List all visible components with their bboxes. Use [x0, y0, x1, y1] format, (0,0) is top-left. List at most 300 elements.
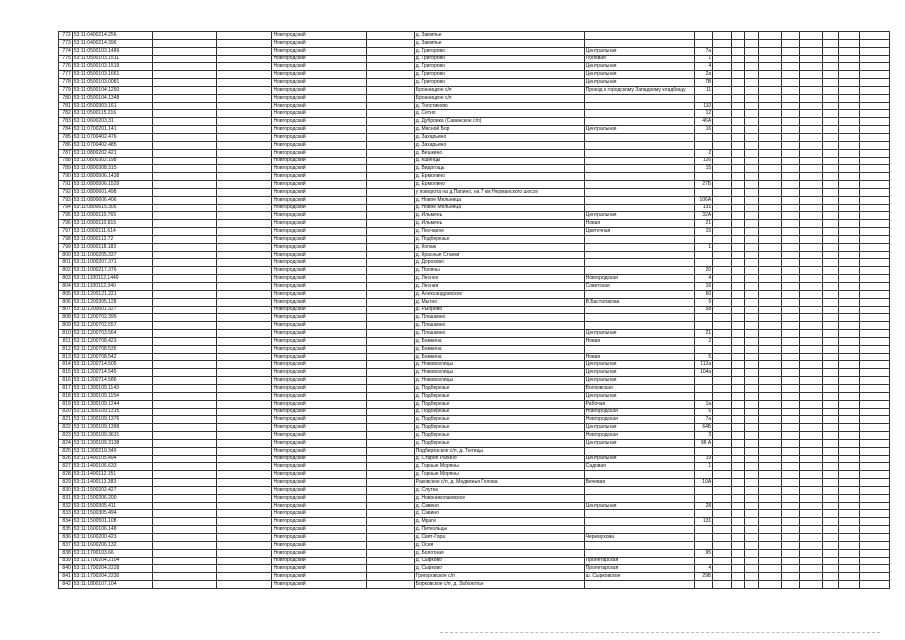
settlement-cell: д. Савено — [414, 502, 584, 510]
blank-cell — [713, 439, 731, 447]
blank-cell — [860, 55, 890, 63]
blank-cell — [153, 534, 217, 542]
blank-cell — [800, 408, 823, 416]
blank-cell — [731, 212, 745, 220]
blank-cell — [860, 369, 890, 377]
blank-cell — [860, 455, 890, 463]
settlement-cell: д. Замяпье — [414, 32, 584, 40]
street-cell: Центральная — [584, 47, 694, 55]
settlement-cell: Раковское с/п, д. Медвежья Голова — [414, 479, 584, 487]
blank-cell — [731, 181, 745, 189]
settlement-cell: д. Слутка — [414, 486, 584, 494]
blank-cell — [713, 486, 731, 494]
street-cell: Центральная — [584, 424, 694, 432]
blank-cell — [713, 204, 731, 212]
table-row — [59, 181, 890, 189]
blank-cell — [839, 557, 860, 565]
blank-cell — [713, 220, 731, 228]
blank-cell — [153, 502, 217, 510]
street-cell — [584, 196, 694, 204]
street-cell: Центральная — [584, 126, 694, 134]
row-number-cell: 786 — [59, 141, 73, 149]
blank-cell — [782, 534, 800, 542]
blank-cell — [860, 133, 890, 141]
blank-cell — [713, 86, 731, 94]
scan-edge-line — [440, 632, 880, 634]
blank-cell — [823, 32, 839, 40]
blank-cell — [839, 565, 860, 573]
blank-cell — [823, 71, 839, 79]
blank-cell — [745, 165, 759, 173]
blank-cell — [860, 541, 890, 549]
blank-cell — [217, 39, 272, 47]
blank-cell — [839, 235, 860, 243]
blank-cell — [860, 298, 890, 306]
blank-cell — [800, 228, 823, 236]
blank-cell — [860, 290, 890, 298]
blank-cell — [759, 126, 782, 134]
blank-cell — [217, 416, 272, 424]
settlement-cell: д. Питкольцы — [414, 526, 584, 534]
blank-cell — [366, 86, 414, 94]
settlement-cell: д. Лесное — [414, 275, 584, 283]
blank-cell — [217, 479, 272, 487]
district-cell: Новгородский — [272, 102, 366, 110]
blank-cell — [217, 510, 272, 518]
blank-cell — [217, 267, 272, 275]
row-number-cell: 823 — [59, 432, 73, 440]
blank-cell — [731, 275, 745, 283]
blank-cell — [731, 126, 745, 134]
blank-cell — [745, 424, 759, 432]
blank-cell — [759, 447, 782, 455]
table-row — [59, 204, 890, 212]
blank-cell — [366, 212, 414, 220]
row-number-cell: 831 — [59, 494, 73, 502]
blank-cell — [839, 204, 860, 212]
blank-cell — [782, 196, 800, 204]
table-row — [59, 102, 890, 110]
table-row — [59, 502, 890, 510]
cadastral-number-cell: 53:11:0800506.1438 — [72, 173, 152, 181]
street-cell: Новгородская — [584, 408, 694, 416]
district-cell: Новгородский — [272, 283, 366, 291]
blank-cell — [713, 581, 731, 589]
street-cell — [584, 518, 694, 526]
blank-cell — [713, 181, 731, 189]
blank-cell — [745, 196, 759, 204]
district-cell: Новгородский — [272, 565, 366, 573]
blank-cell — [782, 541, 800, 549]
blank-cell — [860, 220, 890, 228]
blank-cell — [731, 471, 745, 479]
blank-cell — [153, 581, 217, 589]
row-number-cell: 783 — [59, 118, 73, 126]
blank-cell — [366, 94, 414, 102]
blank-cell — [860, 314, 890, 322]
house-number-cell: 112а — [694, 361, 712, 369]
blank-cell — [366, 298, 414, 306]
blank-cell — [217, 581, 272, 589]
blank-cell — [759, 471, 782, 479]
settlement-cell: д. Плашкино — [414, 322, 584, 330]
blank-cell — [759, 267, 782, 275]
blank-cell — [860, 345, 890, 353]
blank-cell — [713, 565, 731, 573]
district-cell: Новгородский — [272, 384, 366, 392]
house-number-cell: 131 — [694, 204, 712, 212]
blank-cell — [745, 400, 759, 408]
blank-cell — [860, 63, 890, 71]
blank-cell — [745, 235, 759, 243]
street-cell — [584, 141, 694, 149]
blank-cell — [839, 55, 860, 63]
blank-cell — [731, 110, 745, 118]
blank-cell — [217, 463, 272, 471]
table-row — [59, 463, 890, 471]
blank-cell — [745, 267, 759, 275]
house-number-cell: 2а — [694, 71, 712, 79]
blank-cell — [823, 526, 839, 534]
settlement-cell: д. Свят-Гора — [414, 534, 584, 542]
blank-cell — [759, 486, 782, 494]
blank-cell — [839, 71, 860, 79]
district-cell: Новгородский — [272, 39, 366, 47]
blank-cell — [759, 55, 782, 63]
blank-cell — [823, 133, 839, 141]
blank-cell — [800, 126, 823, 134]
blank-cell — [713, 173, 731, 181]
blank-cell — [800, 235, 823, 243]
cadastral-number-cell: 53:11:0700402.485 — [72, 141, 152, 149]
blank-cell — [366, 471, 414, 479]
settlement-cell: д. Дорохово — [414, 259, 584, 267]
blank-cell — [860, 337, 890, 345]
blank-cell — [759, 141, 782, 149]
house-number-cell — [694, 345, 712, 353]
blank-cell — [800, 32, 823, 40]
blank-cell — [745, 384, 759, 392]
blank-cell — [713, 384, 731, 392]
blank-cell — [745, 86, 759, 94]
house-number-cell — [694, 534, 712, 542]
district-cell: Новгородский — [272, 549, 366, 557]
blank-cell — [839, 322, 860, 330]
blank-cell — [366, 526, 414, 534]
cadastral-number-cell: 53:11:1200121.221 — [72, 290, 152, 298]
blank-cell — [713, 424, 731, 432]
blank-cell — [713, 510, 731, 518]
blank-cell — [153, 408, 217, 416]
blank-cell — [823, 416, 839, 424]
street-cell: Пролетарская — [584, 565, 694, 573]
blank-cell — [759, 196, 782, 204]
blank-cell — [217, 165, 272, 173]
blank-cell — [153, 55, 217, 63]
settlement-cell: д. Григорово — [414, 47, 584, 55]
blank-cell — [731, 518, 745, 526]
house-number-cell: 15 — [694, 165, 712, 173]
blank-cell — [860, 353, 890, 361]
house-number-cell — [694, 141, 712, 149]
table-row — [59, 549, 890, 557]
blank-cell — [800, 188, 823, 196]
blank-cell — [153, 510, 217, 518]
street-cell: Центральная — [584, 439, 694, 447]
settlement-cell: д. Подберезье — [414, 235, 584, 243]
house-number-cell: 16 — [694, 283, 712, 291]
blank-cell — [839, 384, 860, 392]
house-number-cell: 10А — [694, 479, 712, 487]
cadastral-number-cell: 53:11:1000217.376 — [72, 267, 152, 275]
blank-cell — [839, 102, 860, 110]
district-cell: Новгородский — [272, 369, 366, 377]
street-cell: Центральная — [584, 455, 694, 463]
blank-cell — [800, 361, 823, 369]
blank-cell — [745, 337, 759, 345]
blank-cell — [366, 275, 414, 283]
blank-cell — [839, 188, 860, 196]
house-number-cell: 32А — [694, 212, 712, 220]
street-cell — [584, 118, 694, 126]
blank-cell — [153, 63, 217, 71]
blank-cell — [745, 502, 759, 510]
blank-cell — [713, 94, 731, 102]
blank-cell — [713, 494, 731, 502]
blank-cell — [782, 283, 800, 291]
blank-cell — [731, 188, 745, 196]
row-number-cell: 785 — [59, 133, 73, 141]
blank-cell — [366, 330, 414, 338]
blank-cell — [800, 502, 823, 510]
blank-cell — [366, 369, 414, 377]
blank-cell — [366, 565, 414, 573]
blank-cell — [782, 157, 800, 165]
blank-cell — [713, 32, 731, 40]
cadastral-number-cell: 53:11:1200702.395 — [72, 314, 152, 322]
district-cell: Новгородский — [272, 212, 366, 220]
blank-cell — [782, 565, 800, 573]
blank-cell — [713, 322, 731, 330]
settlement-cell: д. Сетно — [414, 110, 584, 118]
blank-cell — [800, 439, 823, 447]
house-number-cell: 64Б — [694, 424, 712, 432]
blank-cell — [366, 384, 414, 392]
blank-cell — [745, 557, 759, 565]
blank-cell — [800, 526, 823, 534]
row-number-cell: 773 — [59, 39, 73, 47]
street-cell: Советская — [584, 283, 694, 291]
district-cell: Новгородский — [272, 149, 366, 157]
house-number-cell — [694, 494, 712, 502]
blank-cell — [217, 173, 272, 181]
blank-cell — [759, 94, 782, 102]
district-cell: Новгородский — [272, 322, 366, 330]
district-cell: Новгородский — [272, 157, 366, 165]
blank-cell — [759, 110, 782, 118]
blank-cell — [153, 228, 217, 236]
blank-cell — [153, 298, 217, 306]
blank-cell — [713, 337, 731, 345]
blank-cell — [839, 408, 860, 416]
table-row — [59, 259, 890, 267]
blank-cell — [823, 173, 839, 181]
blank-cell — [800, 110, 823, 118]
cadastral-number-cell: 53:11:0800302.198 — [72, 157, 152, 165]
blank-cell — [153, 573, 217, 581]
blank-cell — [217, 55, 272, 63]
house-number-cell: 29Б — [694, 573, 712, 581]
district-cell: Новгородский — [272, 408, 366, 416]
row-number-cell: 810 — [59, 330, 73, 338]
table-row — [59, 55, 890, 63]
blank-cell — [860, 518, 890, 526]
blank-cell — [731, 486, 745, 494]
blank-cell — [731, 220, 745, 228]
blank-cell — [153, 290, 217, 298]
blank-cell — [782, 220, 800, 228]
blank-cell — [366, 188, 414, 196]
blank-cell — [745, 157, 759, 165]
blank-cell — [731, 118, 745, 126]
table-row — [59, 353, 890, 361]
house-number-cell: 98 А — [694, 439, 712, 447]
blank-cell — [153, 212, 217, 220]
blank-cell — [782, 345, 800, 353]
settlement-cell: д. Видогощь — [414, 165, 584, 173]
blank-cell — [823, 581, 839, 589]
house-number-cell: 2 — [694, 337, 712, 345]
blank-cell — [713, 345, 731, 353]
house-number-cell: 131 — [694, 518, 712, 526]
blank-cell — [731, 71, 745, 79]
row-number-cell: 822 — [59, 424, 73, 432]
house-number-cell — [694, 94, 712, 102]
blank-cell — [823, 283, 839, 291]
district-cell: Новгородский — [272, 518, 366, 526]
blank-cell — [860, 549, 890, 557]
district-cell: Новгородский — [272, 188, 366, 196]
cadastral-number-cell: 53:11:0700402.476 — [72, 133, 152, 141]
blank-cell — [217, 549, 272, 557]
blank-cell — [800, 47, 823, 55]
blank-cell — [823, 432, 839, 440]
blank-cell — [745, 314, 759, 322]
blank-cell — [217, 94, 272, 102]
blank-cell — [800, 63, 823, 71]
blank-cell — [839, 39, 860, 47]
table-row — [59, 165, 890, 173]
street-cell: Цветочная — [584, 228, 694, 236]
street-cell — [584, 581, 694, 589]
row-number-cell: 778 — [59, 79, 73, 87]
blank-cell — [745, 259, 759, 267]
house-number-cell: 9 — [694, 298, 712, 306]
table-row — [59, 581, 890, 589]
house-number-cell: 4 — [694, 565, 712, 573]
blank-cell — [366, 79, 414, 87]
blank-cell — [782, 337, 800, 345]
blank-cell — [800, 118, 823, 126]
blank-cell — [731, 463, 745, 471]
blank-cell — [153, 471, 217, 479]
blank-cell — [153, 494, 217, 502]
settlement-cell: д. Песчаное — [414, 228, 584, 236]
street-cell — [584, 235, 694, 243]
blank-cell — [153, 188, 217, 196]
row-number-cell: 816 — [59, 377, 73, 385]
blank-cell — [713, 267, 731, 275]
blank-cell — [731, 330, 745, 338]
blank-cell — [823, 157, 839, 165]
district-cell: Новгородский — [272, 486, 366, 494]
row-number-cell: 776 — [59, 63, 73, 71]
blank-cell — [782, 526, 800, 534]
blank-cell — [800, 86, 823, 94]
blank-cell — [759, 39, 782, 47]
cadastral-number-cell: 53:11:0500103.1661 — [72, 71, 152, 79]
blank-cell — [745, 345, 759, 353]
blank-cell — [745, 353, 759, 361]
blank-cell — [839, 212, 860, 220]
house-number-cell: 21 — [694, 220, 712, 228]
row-number-cell: 784 — [59, 126, 73, 134]
blank-cell — [759, 243, 782, 251]
house-number-cell: 1 — [694, 55, 712, 63]
blank-cell — [782, 479, 800, 487]
table-row — [59, 228, 890, 236]
blank-cell — [366, 126, 414, 134]
blank-cell — [366, 118, 414, 126]
district-cell: Новгородский — [272, 494, 366, 502]
blank-cell — [366, 235, 414, 243]
blank-cell — [217, 384, 272, 392]
blank-cell — [839, 486, 860, 494]
blank-cell — [860, 534, 890, 542]
table-row — [59, 494, 890, 502]
blank-cell — [860, 330, 890, 338]
blank-cell — [839, 133, 860, 141]
street-cell: Черемухова — [584, 534, 694, 542]
blank-cell — [731, 243, 745, 251]
blank-cell — [745, 118, 759, 126]
cadastral-number-cell: 53:11:1400112.151 — [72, 471, 152, 479]
blank-cell — [823, 235, 839, 243]
blank-cell — [860, 526, 890, 534]
blank-cell — [153, 392, 217, 400]
row-number-cell: 813 — [59, 353, 73, 361]
blank-cell — [731, 557, 745, 565]
blank-cell — [713, 557, 731, 565]
cadastral-number-cell: 53:11:1700204.2228 — [72, 565, 152, 573]
blank-cell — [782, 47, 800, 55]
table-row — [59, 510, 890, 518]
street-cell: Центральная — [584, 361, 694, 369]
blank-cell — [823, 267, 839, 275]
street-cell: Центральная — [584, 79, 694, 87]
table-row — [59, 267, 890, 275]
blank-cell — [759, 181, 782, 189]
blank-cell — [713, 353, 731, 361]
blank-cell — [731, 581, 745, 589]
row-number-cell: 824 — [59, 439, 73, 447]
house-number-cell: 1а — [694, 400, 712, 408]
blank-cell — [759, 102, 782, 110]
blank-cell — [782, 102, 800, 110]
blank-cell — [759, 173, 782, 181]
table-row — [59, 541, 890, 549]
settlement-cell: д. Горные Моряны — [414, 471, 584, 479]
